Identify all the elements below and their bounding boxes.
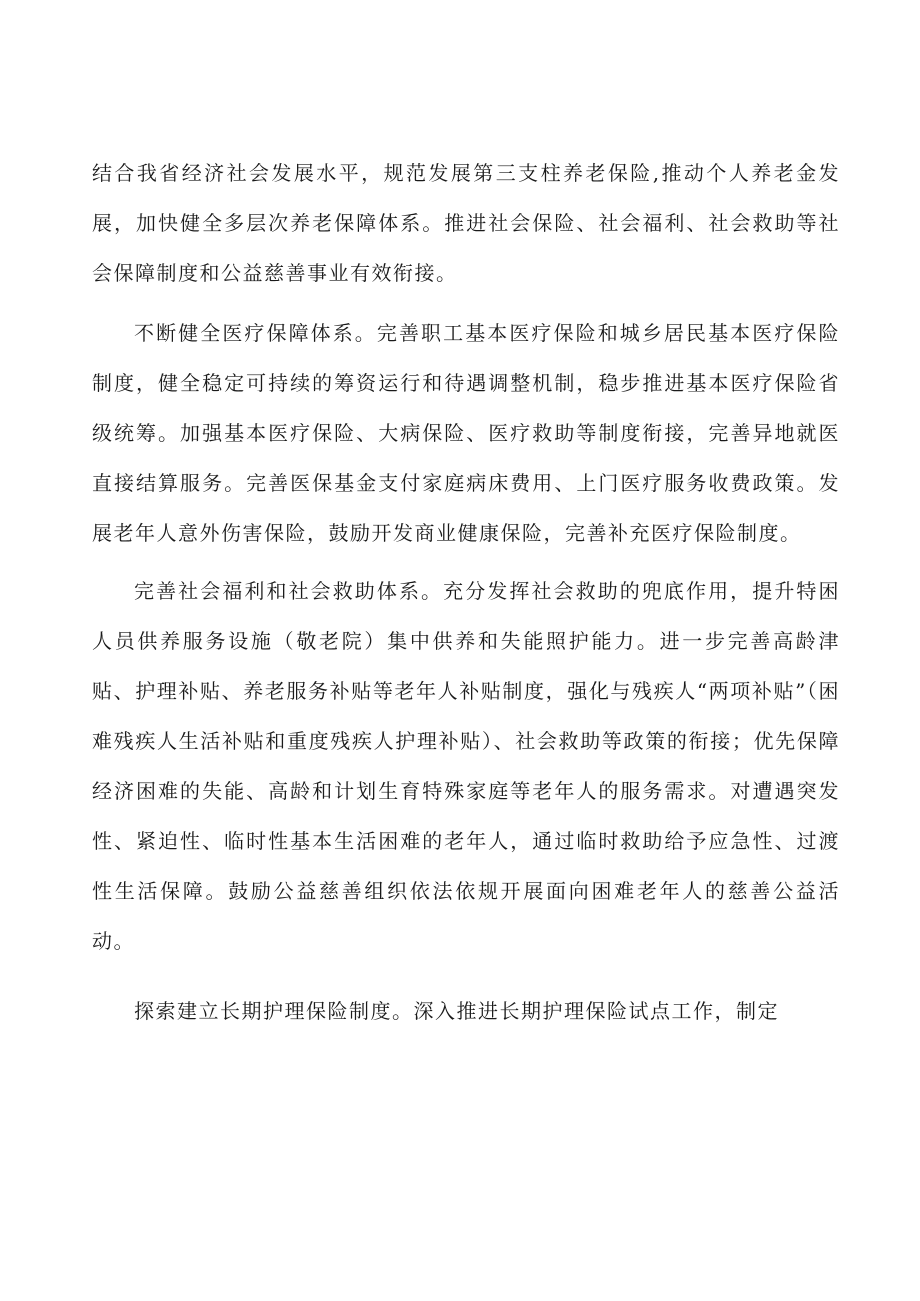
paragraph-pension-system: 结合我省经济社会发展水平，规范发展第三支柱养老保险,推动个人养老金发展，加快健全多层次养老保障体系。推进社会保险、社会福利、社会救助等社会保障制度和公益慈善事业有效衔接。 — [92, 161, 840, 285]
paragraph-medical-insurance: 不断健全医疗保障体系。完善职工基本医疗保险和城乡居民基本医疗保险制度，健全稳定可持续的筹资运行和待遇调整机制，稳步推进基本医疗保险省级统筹。加强基本医疗保险、大病保险、医疗救助等制度衔接，完善异地就医直接结算服务。完善医保基金支付家庭病床费用、上门医疗服务收费政策。发展老年人意外伤害保险，鼓励开发商业健康保险，完善补充医疗保险制度。 — [92, 321, 840, 545]
paragraph-social-welfare: 完善社会福利和社会救助体系。充分发挥社会救助的兜底作用，提升特困人员供养服务设施（敬老院）集中供养和失能照护能力。进一步完善高龄津贴、护理补贴、养老服务补贴等老年人补贴制度，强化与残疾人“两项补贴”（困难残疾人生活补贴和重度残疾人护理补贴）、社会救助等政策的衔接；优先保障经济困难的失能、高龄和计划生育特殊家庭等老年人的服务需求。对遭遇突发性、紧迫性、临时性基本生活困难的老年人，通过临时救助给予应急性、过渡性生活保障。鼓励公益慈善组织依法依规开展面向困难老年人的慈善公益活动。 — [92, 579, 840, 953]
paragraph-long-term-care: 探索建立长期护理保险制度。深入推进长期护理保险试点工作，制定 — [134, 999, 779, 1023]
document-body — [92, 148, 840, 1036]
